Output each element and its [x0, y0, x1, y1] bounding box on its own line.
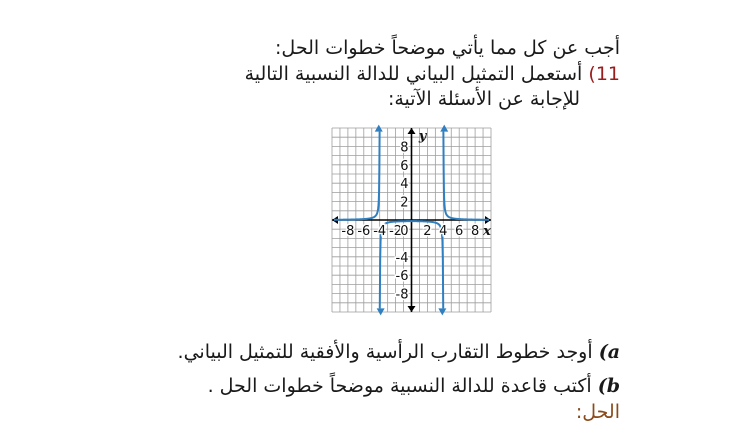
y-axis-arrow-down: [408, 306, 416, 312]
x-tick-label: 8: [470, 224, 480, 239]
x-tick-label: -4: [373, 224, 387, 239]
y-tick-label: 6: [400, 158, 409, 174]
instruction-text: أجب عن كل مما يأتي موضحاً خطوات الحل:: [275, 37, 620, 59]
curve-left-branch: [334, 132, 380, 220]
x-tick-label: 6: [455, 224, 464, 239]
y-tick-label: -8: [395, 287, 409, 303]
x-axis-label: x: [483, 224, 491, 239]
x-tick-label: -2: [389, 224, 403, 239]
question-line-1: [245, 62, 620, 86]
curve-right-branch: [443, 132, 489, 220]
part-b-label: b): [597, 375, 620, 397]
rational-function-graph: [320, 124, 502, 316]
part-a-label: a): [598, 341, 620, 363]
question-text-1: أستعمل التمثيل البياني للدالة النسبية التالية: [244, 63, 583, 85]
question-number: 11): [588, 63, 620, 85]
part-a: [178, 340, 620, 364]
y-tick-label: 8: [400, 140, 409, 156]
part-b-text: أكتب قاعدة للدالة النسبية موضحاً خطوات الحل .: [207, 375, 592, 397]
part-b: [208, 374, 620, 398]
solution-label: الحل:: [575, 401, 620, 423]
y-tick-label: 2: [400, 195, 409, 211]
y-tick-label: 4: [400, 177, 409, 193]
x-tick-label: 4: [439, 224, 448, 239]
x-tick-label: -8: [341, 224, 355, 239]
question-line-2: للإجابة عن الأسئلة الآتية:: [387, 88, 580, 110]
x-tick-label: -6: [357, 224, 371, 239]
y-tick-label: 0: [400, 224, 409, 239]
y-axis-label: y: [418, 129, 427, 144]
y-tick-label: -4: [395, 250, 409, 266]
y-axis-arrow: [408, 128, 416, 134]
part-a-text: أوجد خطوط التقارب الرأسية والأفقية للتمثيل البياني.: [177, 341, 593, 363]
x-tick-label: 2: [423, 224, 432, 239]
y-tick-label: -6: [395, 269, 409, 285]
